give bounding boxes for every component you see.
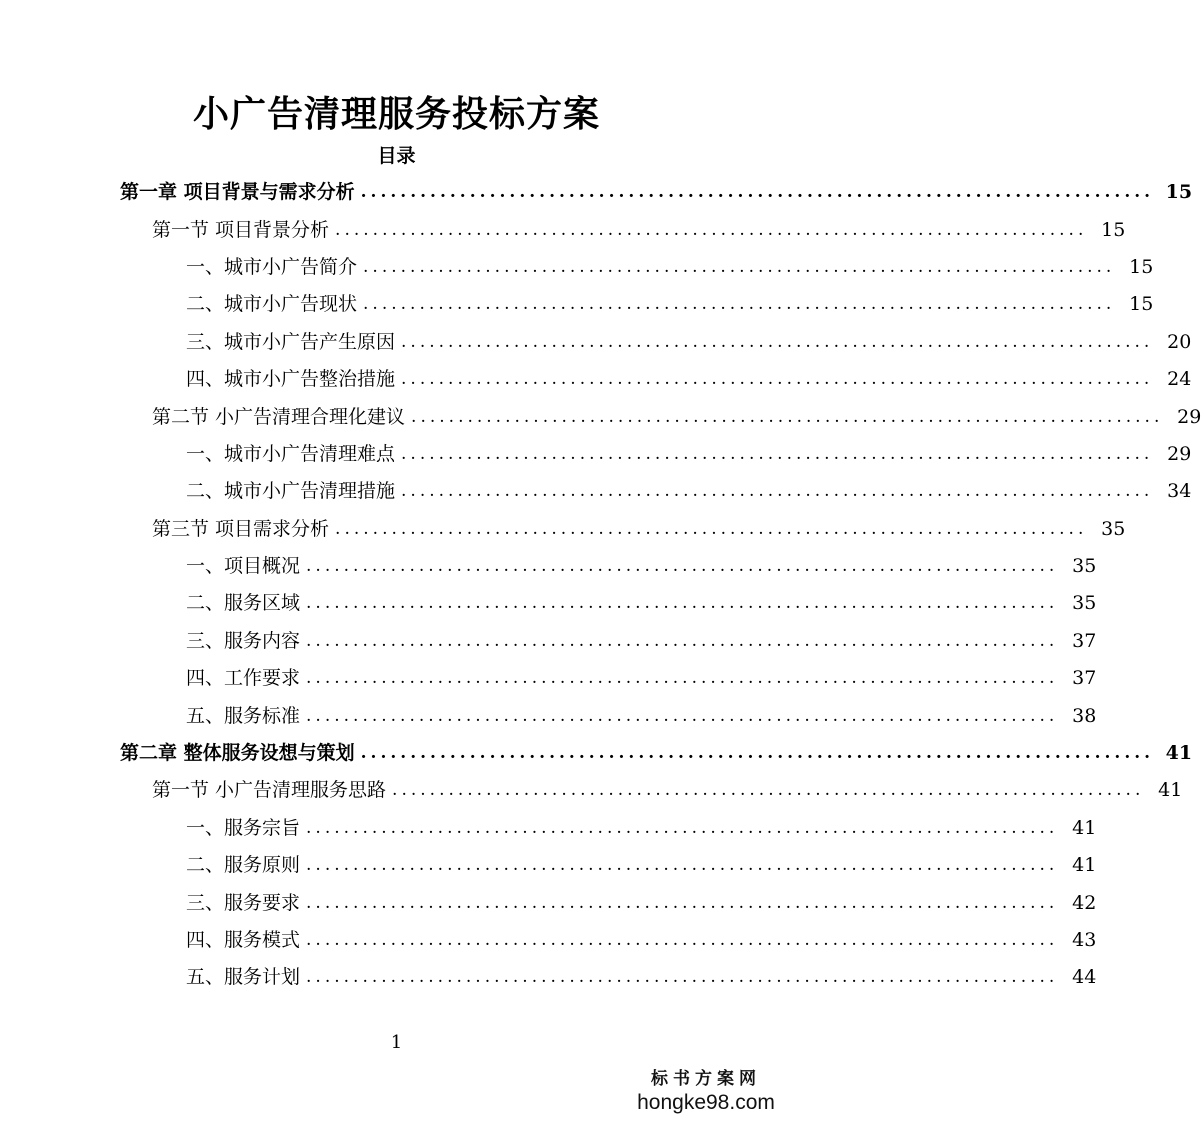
toc-dot-leader: ................................................................................ (363, 294, 1116, 315)
toc-entry-label: 一、服务宗旨 (186, 816, 301, 839)
toc-dot-leader: ................................................................................ (306, 892, 1059, 913)
toc-entry[interactable] (0, 249, 1154, 286)
toc-entry-page: 20 (1167, 330, 1192, 353)
toc-entry-page: 15 (1129, 293, 1154, 316)
toc-entry-page: 35 (1072, 592, 1097, 615)
toc-dot-leader: ................................................................................ (360, 182, 1155, 203)
toc-dot-leader: ................................................................................ (363, 256, 1116, 277)
toc-dot-leader: ................................................................................ (306, 556, 1059, 577)
toc-entry[interactable] (0, 959, 1097, 996)
toc-dot-leader: ................................................................................ (401, 481, 1154, 502)
toc-entry-label: 五、服务标准 (186, 704, 301, 727)
toc-entry-page: 37 (1072, 629, 1097, 652)
toc-entry-page: 41 (1072, 854, 1097, 877)
toc-entry-page: 41 (1165, 742, 1193, 765)
toc-heading: 目录 (377, 145, 416, 167)
toc-dot-leader: ................................................................................ (306, 668, 1059, 689)
toc-entry-page: 35 (1072, 555, 1097, 578)
toc-dot-leader: ................................................................................ (306, 855, 1059, 876)
toc-dot-leader: ................................................................................ (335, 518, 1088, 539)
toc-entry[interactable] (0, 697, 1097, 734)
toc-dot-leader: ................................................................................ (306, 593, 1059, 614)
toc-entry-label: 第二节 小广告清理合理化建议 (152, 405, 406, 428)
toc-entry-label: 三、服务内容 (186, 629, 301, 652)
toc-entry[interactable] (0, 922, 1097, 959)
toc-dot-leader: ................................................................................ (401, 331, 1154, 352)
toc-entry-label: 三、城市小广告产生原因 (186, 330, 396, 353)
table-of-contents (0, 174, 1201, 997)
toc-entry[interactable] (0, 473, 1192, 510)
toc-entry[interactable] (0, 847, 1097, 884)
toc-entry-page: 37 (1072, 667, 1097, 690)
toc-entry-page: 34 (1167, 480, 1192, 503)
toc-entry-label: 第二章 整体服务设想与策划 (120, 742, 355, 765)
site-watermark (631, 1068, 781, 1116)
toc-entry-label: 第三节 项目需求分析 (152, 517, 330, 540)
toc-entry[interactable] (0, 174, 1193, 211)
toc-entry-page: 15 (1165, 181, 1193, 204)
toc-entry[interactable] (0, 623, 1097, 660)
toc-entry-page: 29 (1167, 442, 1192, 465)
toc-entry[interactable] (0, 660, 1097, 697)
toc-entry-label: 一、项目概况 (186, 555, 301, 578)
toc-entry-page: 38 (1072, 704, 1097, 727)
toc-entry-page: 41 (1072, 816, 1097, 839)
toc-dot-leader: ................................................................................ (411, 406, 1164, 427)
toc-entry-page: 24 (1167, 368, 1192, 391)
toc-entry-page: 35 (1101, 517, 1126, 540)
toc-entry[interactable] (0, 735, 1193, 772)
toc-dot-leader: ................................................................................ (306, 630, 1059, 651)
toc-entry-label: 二、服务区域 (186, 592, 301, 615)
toc-entry-label: 二、服务原则 (186, 854, 301, 877)
toc-entry[interactable] (0, 286, 1154, 323)
toc-entry[interactable] (0, 772, 1183, 809)
toc-entry-label: 二、城市小广告现状 (186, 293, 358, 316)
toc-dot-leader: ................................................................................ (306, 705, 1059, 726)
toc-dot-leader: ................................................................................ (401, 369, 1154, 390)
toc-entry[interactable] (0, 398, 1201, 435)
toc-entry-page: 41 (1158, 779, 1183, 802)
toc-entry-label: 四、工作要求 (186, 667, 301, 690)
toc-entry-page: 15 (1101, 218, 1126, 241)
toc-entry-label: 第一章 项目背景与需求分析 (120, 181, 355, 204)
toc-entry[interactable] (0, 361, 1192, 398)
toc-dot-leader: ................................................................................ (392, 780, 1145, 801)
toc-entry[interactable] (0, 585, 1097, 622)
toc-entry-label: 四、服务模式 (186, 929, 301, 951)
toc-entry[interactable] (0, 324, 1192, 361)
toc-entry-page: 15 (1129, 255, 1154, 278)
toc-entry-label: 一、城市小广告简介 (186, 255, 358, 278)
toc-dot-leader: ................................................................................ (306, 930, 1059, 950)
toc-dot-leader: ................................................................................ (401, 443, 1154, 464)
toc-entry-label: 第一节 小广告清理服务思路 (152, 779, 387, 802)
toc-entry[interactable] (0, 211, 1126, 248)
toc-entry-label: 五、服务计划 (186, 966, 301, 989)
watermark-url: hongke98.com (637, 1091, 775, 1114)
page-number: 1 (390, 1032, 403, 1053)
toc-entry-page: 42 (1072, 891, 1097, 914)
toc-entry-label: 第一节 项目背景分析 (152, 218, 330, 241)
toc-entry[interactable] (0, 436, 1192, 473)
toc-entry[interactable] (0, 810, 1097, 847)
toc-dot-leader: ................................................................................ (335, 219, 1088, 240)
watermark-name: 标书方案网 (651, 1069, 761, 1089)
toc-dot-leader: ................................................................................ (360, 743, 1155, 764)
toc-entry-label: 二、城市小广告清理措施 (186, 480, 396, 503)
toc-dot-leader: ................................................................................ (306, 967, 1059, 988)
toc-dot-leader: ................................................................................ (306, 817, 1059, 838)
toc-entry[interactable] (0, 548, 1097, 585)
toc-entry-label: 四、城市小广告整治措施 (186, 368, 396, 391)
toc-entry[interactable] (0, 511, 1126, 548)
document-title: 小广告清理服务投标方案 (192, 93, 600, 135)
toc-entry-page: 29 (1177, 405, 1201, 428)
toc-entry-label: 三、服务要求 (186, 891, 301, 914)
toc-entry-page: 43 (1072, 929, 1097, 951)
toc-entry-page: 44 (1072, 966, 1097, 989)
toc-entry[interactable] (0, 884, 1097, 921)
toc-entry-label: 一、城市小广告清理难点 (186, 442, 396, 465)
